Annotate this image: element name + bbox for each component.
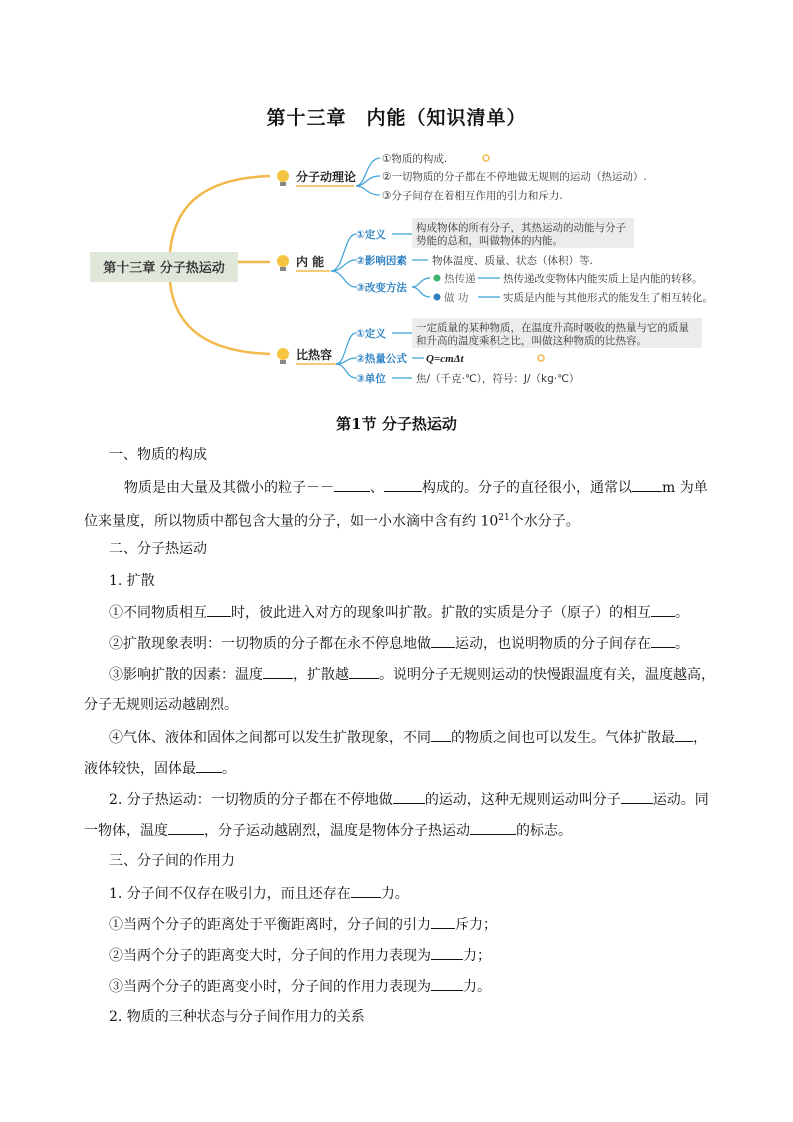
branch-label-1: 分子动理论 <box>296 170 357 184</box>
force-item-3: ②当两个分子的距离变大时，分子间的作用力表现为 力； <box>109 945 491 966</box>
note-dot-icon <box>538 355 544 361</box>
mindmap-root-label: 第十三章 分子热运动 <box>103 261 225 276</box>
para-1-line-1: 物质是由大量及其微小的粒子－－ 、 构成的。分子的直径很小，通常以 m 为单 <box>124 477 708 498</box>
b2-def-text2: 势能的总和，叫做物体的内能。 <box>416 235 563 247</box>
note-dot-icon <box>483 155 489 161</box>
b1-item-1: ①物质的构成. <box>382 153 448 165</box>
branch-label-3: 比热容 <box>296 348 333 362</box>
b2-m1-label: 热传递 <box>444 273 476 285</box>
b3-formula: Q=cmΔt <box>426 353 464 365</box>
bulb-icon <box>277 348 289 364</box>
section-title: 第1节 分子热运动 <box>336 415 457 433</box>
b3-unit-text: 焦/（千克·℃），符号：J/（kg·℃） <box>416 373 580 385</box>
force-item-1: 1. 分子间不仅存在吸引力，而且还存在 力。 <box>109 883 409 904</box>
heading-1: 一、物质的构成 <box>109 447 207 463</box>
b3-def-text2: 和升高的温度乘积之比，叫做这种物质的比热容。 <box>416 335 647 347</box>
force-item-5: 2. 物质的三种状态与分子间作用力的关系 <box>109 1009 365 1025</box>
bullet-blue-icon <box>434 294 441 301</box>
bulb-icon <box>277 170 289 186</box>
thermal-motion-line-2: 一物体，温度 ，分子运动越剧烈，温度是物体分子热运动 的标志。 <box>84 820 572 841</box>
force-item-2: ①当两个分子的距离处于平衡距离时，分子间的引力 斥力； <box>109 914 497 935</box>
b2-factor-tag: ②影响因素 <box>356 255 407 267</box>
b3-formula-tag: ②热量公式 <box>356 353 407 365</box>
b1-item-2: ②一切物质的分子都在不停地做无规则的运动（热运动）. <box>382 171 647 183</box>
diffusion-item-2: ②扩散现象表明：一切物质的分子都在永不停息地做 运动，也说明物质的分子间存在 。 <box>109 633 689 654</box>
bulb-icon <box>277 255 289 271</box>
heading-2: 二、分子热运动 <box>109 541 207 557</box>
b2-m1-text: 热传递改变物体内能实质上是内能的转移。 <box>503 273 703 285</box>
branch-label-2: 内 能 <box>296 255 325 269</box>
force-item-4: ③当两个分子的距离变小时，分子间的作用力表现为 力。 <box>109 976 491 997</box>
thermal-motion-line-1: 2. 分子热运动：一切物质的分子都在不停地做 的运动，这种无规则运动叫分子 运动。同 <box>109 789 709 810</box>
b3-def-tag: ①定义 <box>356 328 386 340</box>
diffusion-item-4-cont: 液体较快，固体最 。 <box>84 758 236 779</box>
b2-m2-text: 实质是内能与其他形式的能发生了相互转化。 <box>503 292 713 304</box>
b3-unit-tag: ③单位 <box>356 373 386 385</box>
page-title: 第十三章 内能（知识清单） <box>266 107 527 129</box>
bullet-green-icon <box>434 275 441 282</box>
b2-m2-label: 做 功 <box>444 292 469 304</box>
b2-factor-text: 物体温度、质量、状态（体积）等. <box>432 255 593 267</box>
para-1-line-2: 位来量度，所以物质中都包含大量的分子，如一小水滴中含有约 $10^{21}$个水分子。 <box>84 513 580 530</box>
b2-def-text1: 构成物体的所有分子，其热运动的动能与分子 <box>416 222 626 234</box>
diffusion-item-4: ④气体、液体和固体之间都可以发生扩散现象，不同 的物质之间也可以发生。气体扩散最 ， <box>109 727 707 748</box>
b2-method-tag: ③改变方法 <box>356 282 407 294</box>
diffusion-item-3: ③影响扩散的因素：温度 ，扩散越 。说明分子无规则运动的快慢跟温度有关，温度越高， <box>109 664 715 685</box>
b1-item-3: ③分子间存在着相互作用的引力和斥力. <box>382 190 563 202</box>
b2-def-tag: ①定义 <box>356 229 386 241</box>
diffusion-item-1: ①不同物质相互 时，彼此进入对方的现象叫扩散。扩散的实质是分子（原子）的相互 。 <box>109 602 689 623</box>
diffusion-item-3-cont: 分子无规则运动越剧烈。 <box>84 697 238 713</box>
heading-3: 三、分子间的作用力 <box>109 853 235 869</box>
b3-def-text1: 一定质量的某种物质，在温度升高时吸收的热量与它的质量 <box>416 322 689 334</box>
subheading-diffusion: 1. 扩散 <box>109 573 155 589</box>
branch1-connectors <box>356 158 380 195</box>
mindmap <box>0 140 793 390</box>
